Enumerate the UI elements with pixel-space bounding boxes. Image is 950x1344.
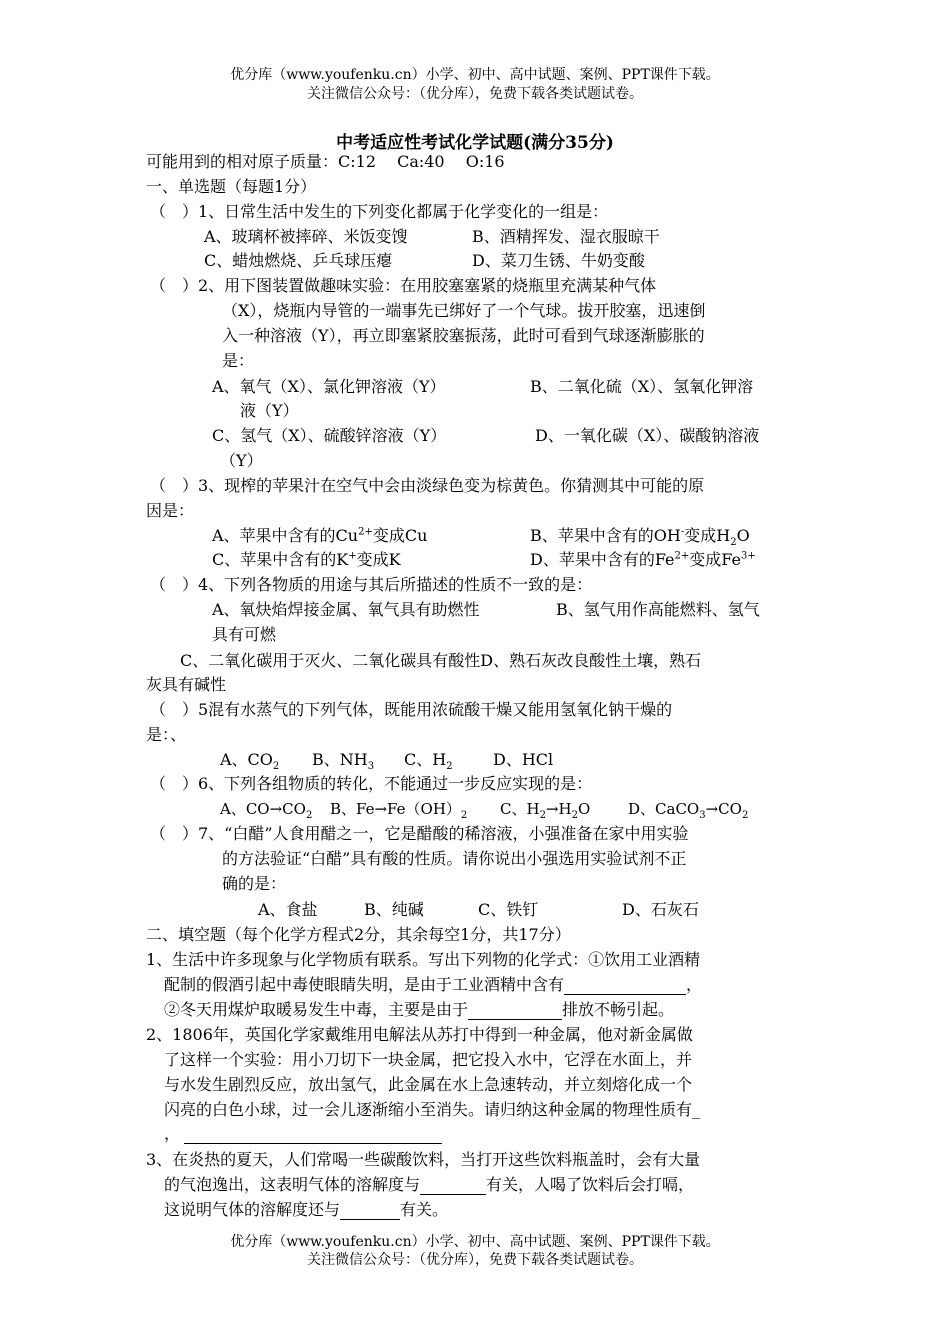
- question-2-line-2: （X），烧瓶内导管的一端事先已绑好了一个气球。拔开胶塞，迅速倒: [222, 301, 706, 320]
- footer-line-1: 优分库（www.youfenku.cn）小学、初中、高中试题、案例、PPT课件下载。: [230, 1234, 720, 1250]
- question-7-line-2: 的方法验证“白醋”具有酸的性质。请你说出小强选用实验试剂不正: [222, 849, 687, 868]
- question-6-option-d: D、$CaCO_3\to CO_2$: [628, 800, 749, 821]
- question-6-option-b: B、$Fe\to Fe(OH)_2$: [330, 800, 468, 821]
- question-3-option-b: B、苹果中含有的OH-变成$H_2O$: [530, 526, 750, 549]
- question-1-option-b: B、酒精挥发、湿衣服晾干: [472, 227, 660, 246]
- question-4-option-b-cont: 具有可燃: [212, 625, 277, 644]
- question-5-line-2: 是：、: [146, 725, 187, 744]
- fill-1-line-3: ②冬天用煤炉取暖易发生中毒，主要是由于 排放不畅引起。: [164, 1000, 675, 1019]
- question-6-option-a: A、$CO\to CO_2$: [220, 800, 313, 821]
- question-5-option-c: C、$H_2$: [404, 750, 453, 773]
- fill-1-blank-2[interactable]: [468, 1003, 562, 1020]
- question-2-option-d-cont: （Y）: [220, 451, 263, 470]
- question-7-option-b: B、纯碱: [364, 900, 424, 919]
- fill-2-line-5: ，: [164, 1124, 442, 1144]
- question-3-option-c: C、苹果中含有的K+变成K: [212, 550, 401, 569]
- question-5-option-d: D、HCl: [493, 750, 554, 769]
- question-2-option-b: B、二氧化硫（X）、氢氧化钾溶: [530, 377, 754, 396]
- question-1-option-a: A、玻璃杯被摔碎、米饭变馊: [204, 227, 408, 246]
- question-3-option-d: D、苹果中含有的$Fe^{2+}$变成$Fe^{3+}$: [530, 550, 756, 569]
- question-4-stem: （ ）4、下列各物质的用途与其后所描述的性质不一致的是：: [150, 575, 593, 594]
- question-4-option-b: B、氢气用作高能燃料、氢气: [556, 600, 760, 619]
- question-2-line-3: 入一种溶液（Y），再立即塞紧胶塞振荡，此时可看到气球逐渐膨胀的: [222, 326, 705, 345]
- fill-3-blank-1[interactable]: [420, 1178, 486, 1195]
- question-2-option-c: C、氢气（X）、硫酸锌溶液（Y）: [212, 426, 447, 445]
- page-title: 中考适应性考试化学试题(满分35分): [336, 133, 614, 153]
- question-2-option-d: D、一氧化碳（X）、碳酸钠溶液: [535, 426, 760, 445]
- section-heading-single-choice: 一、单选题（每题1分）: [146, 177, 317, 196]
- question-1-option-d: D、菜刀生锈、牛奶变酸: [472, 251, 645, 270]
- question-7-option-c: C、铁钉: [478, 900, 539, 919]
- question-3-option-a: A、苹果中含有的$Cu^{2+}$变成Cu: [212, 526, 428, 545]
- footer-line-2: 关注微信公众号：（优分库），免费下载各类试题试卷。: [307, 1252, 643, 1268]
- question-2-line-1: （ ）2、用下图装置做趣味实验：在用胶塞塞紧的烧瓶里充满某种气体: [150, 276, 657, 295]
- atomic-mass-line: 可能用到的相对原子质量：C:12 Ca:40 O:16: [146, 152, 505, 171]
- fill-3-line-3: 这说明气体的溶解度还与 有关。: [164, 1200, 449, 1219]
- fill-2-blank[interactable]: [184, 1127, 442, 1144]
- question-1-option-c: C、蜡烛燃烧、乒乓球压瘪: [204, 251, 393, 270]
- fill-3-line-1: 3、在炎热的夏天，人们常喝一些碳酸饮料，当打开这些饮料瓶盖时，会有大量: [146, 1150, 701, 1169]
- section-heading-fill-in: 二、填空题（每个化学方程式2分，其余每空1分，共17分）: [146, 925, 571, 944]
- question-7-option-d: D、石灰石: [622, 900, 699, 919]
- fill-1-line-2: 配制的假酒引起中毒使眼睛失明，是由于工业酒精中含有 ，: [164, 975, 703, 994]
- fill-2-line-1: 2、1806年，英国化学家戴维用电解法从苏打中得到一种金属，他对新金属做: [146, 1025, 693, 1044]
- fill-1-line-1: 1、生活中许多现象与化学物质有联系。写出下列物的化学式：①饮用工业酒精: [146, 950, 701, 969]
- header-line-1: 优分库（www.youfenku.cn）小学、初中、高中试题、案例、PPT课件下载。: [230, 67, 720, 83]
- question-7-option-a: A、食盐: [258, 900, 318, 919]
- fill-2-line-2: 了这样一个实验：用小刀切下一块金属，把它投入水中，它浮在水面上，并: [164, 1050, 693, 1069]
- question-4-option-cd: C、二氧化碳用于灭火、二氧化碳具有酸性D、熟石灰改良酸性土壤，熟石: [180, 651, 702, 670]
- question-6-option-c: C、$H_2\to H_2O$: [500, 800, 591, 821]
- question-5-option-b: B、$NH_3$: [312, 750, 375, 773]
- question-2-option-a: A、氧气（X）、氯化钾溶液（Y）: [212, 377, 446, 396]
- question-6-stem: （ ）6、下列各组物质的转化，不能通过一步反应实现的是：: [150, 774, 593, 793]
- question-5-line-1: （ ）5混有水蒸气的下列气体，既能用浓硫酸干燥又能用氢氧化钠干燥的: [150, 700, 673, 719]
- fill-3-line-2: 的气泡逸出，这表明气体的溶解度与 有关，人喝了饮料后会打嗝，: [164, 1175, 695, 1194]
- question-7-line-3: 确的是：: [222, 874, 287, 893]
- header-line-2: 关注微信公众号：（优分库），免费下载各类试题试卷。: [307, 86, 643, 102]
- fill-1-blank-1[interactable]: [564, 978, 686, 995]
- question-4-option-a: A、氧炔焰焊接金属、氧气具有助燃性: [212, 600, 480, 619]
- fill-2-line-4: 闪亮的白色小球，过一会儿逐渐缩小至消失。请归纳这种金属的物理性质有_: [164, 1100, 701, 1119]
- question-3-line-2: 因是：: [146, 501, 195, 520]
- question-2-option-b-cont: 液（Y）: [240, 401, 299, 420]
- question-1-stem: （ ）1、日常生活中发生的下列变化都属于化学变化的一组是：: [150, 202, 609, 221]
- question-2-line-4: 是：: [222, 351, 255, 370]
- fill-2-line-3: 与水发生剧烈反应，放出氢气，此金属在水上急速转动，并立刻熔化成一个: [164, 1075, 693, 1094]
- question-5-option-a: A、$CO_2$: [220, 750, 280, 773]
- question-7-line-1: （ ）7、“白醋”人食用醋之一，它是醋酸的稀溶液，小强准备在家中用实验: [150, 824, 689, 843]
- question-4-option-cd-cont: 灰具有碱性: [146, 675, 227, 694]
- question-3-line-1: （ ）3、现榨的苹果汁在空气中会由淡绿色变为棕黄色。你猜测其中可能的原: [150, 476, 705, 495]
- fill-3-blank-2[interactable]: [340, 1203, 400, 1220]
